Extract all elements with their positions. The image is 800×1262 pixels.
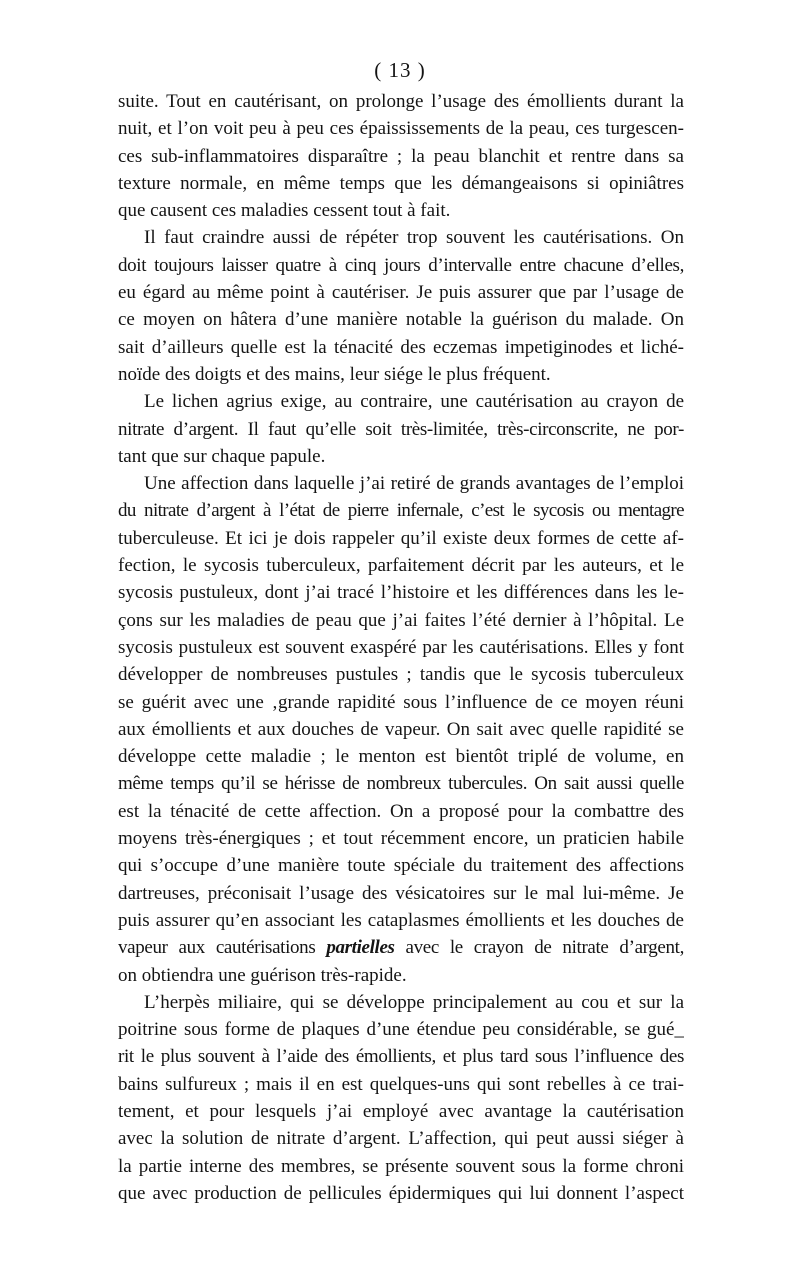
paragraph [118, 388, 684, 470]
text-line: développer de nombreuses pustules ; tandis que le sycosis tuberculeux [118, 664, 684, 686]
text-line: que causent ces maladies cessent tout à fait. [118, 200, 451, 222]
text-line: texture normale, en même temps que les démangeaisons si opiniâtres [118, 172, 684, 194]
text-line: nitrate d’argent. Il faut qu’elle soit très-limitée, très-circonscrite, ne por- [118, 418, 684, 440]
text-line: poitrine sous forme de plaques d’une étendue peu considérable, se gué_ [118, 1019, 684, 1041]
text-segment: vapeur aux cautérisations [118, 937, 327, 959]
emphasized-word: partielles [326, 937, 395, 959]
paragraph [118, 224, 684, 388]
text-line: tuberculeuse. Et ici je dois rappeler qu’il existe deux formes de cette af- [118, 527, 684, 549]
text-line: on obtiendra une guérison très-rapide. [118, 964, 407, 986]
paragraph [118, 88, 684, 224]
text-line: nuit, et l’on voit peu à peu ces épaississements de la peau, ces turgescen- [118, 118, 684, 140]
text-line: tement, et pour lesquels j’ai employé avec avantage la cautérisation [118, 1100, 684, 1122]
body-text [118, 88, 684, 1207]
text-line: la partie interne des membres, se présente souvent sous la forme chroni [118, 1155, 684, 1177]
text-line: est la ténacité de cette affection. On a proposé pour la combattre des [118, 800, 684, 822]
text-line: ce moyen on hâtera d’une manière notable la guérison du malade. On [118, 309, 684, 331]
text-line: fection, le sycosis tuberculeux, parfaitement décrit par les auteurs, et le [118, 555, 684, 577]
text-line: eu égard au même point à cautériser. Je puis assurer que par l’usage de [118, 282, 684, 304]
text-line: dartreuses, préconisait l’usage des vésicatoires sur le mal lui-même. Je [118, 882, 684, 904]
text-segment: avec le crayon de nitrate d’argent, [394, 937, 684, 959]
text-line: L’herpès miliaire, qui se développe principalement au cou et sur la [144, 991, 684, 1013]
text-line: noïde des doigts et des mains, leur siége le plus fréquent. [118, 363, 551, 385]
text-line: ces sub-inflammatoires disparaître ; la peau blanchit et rentre dans sa [118, 145, 684, 167]
text-line: développe cette maladie ; le menton est bientôt triplé de volume, en [118, 746, 684, 768]
text-line: Le lichen agrius exige, au contraire, une cautérisation au crayon de [144, 391, 684, 413]
text-line: rit le plus souvent à l’aide des émollients, et plus tard sous l’influence des [118, 1046, 684, 1068]
text-line: Une affection dans laquelle j’ai retiré de grands avantages de l’emploi [144, 473, 684, 495]
text-line: bains sulfureux ; mais il en est quelques-uns qui sont rebelles à ce trai- [118, 1073, 684, 1095]
text-line: Il faut craindre aussi de répéter trop souvent les cautérisations. On [144, 227, 684, 249]
text-line: tant que sur chaque papule. [118, 445, 326, 467]
text-line: sycosis pustuleux est souvent exaspéré par les cautérisations. Elles y font [118, 636, 684, 658]
text-line: sycosis pustuleux, dont j’ai tracé l’histoire et les différences dans les le- [118, 582, 684, 604]
text-line: même temps qu’il se hérisse de nombreux tubercules. On sait aussi quelle [118, 773, 684, 795]
text-line: avec la solution de nitrate d’argent. L’affection, qui peut aussi siéger à [118, 1128, 684, 1150]
text-line: sait d’ailleurs quelle est la ténacité des eczemas impetiginodes et liché- [118, 336, 684, 358]
text-line-with-emphasis [118, 934, 684, 961]
text-line: moyens très-énergiques ; et tout récemment encore, un praticien habile [118, 828, 684, 850]
text-line: se guérit avec une ‚grande rapidité sous l’influence de ce moyen réuni [118, 691, 684, 713]
text-line: aux émollients et aux douches de vapeur. On sait avec quelle rapidité se [118, 718, 684, 740]
page-number: ( 13 ) [374, 58, 426, 82]
text-line: que avec production de pellicules épidermiques qui lui donnent l’aspect [118, 1182, 684, 1204]
text-line: çons sur les maladies de peau que j’ai faites l’été dernier à l’hôpital. Le [118, 609, 684, 631]
text-line: puis assurer qu’en associant les cataplasmes émollients et les douches de [118, 909, 684, 931]
paragraph [118, 989, 684, 1207]
text-line: du nitrate d’argent à l’état de pierre infernale, c’est le sycosis ou mentagre [118, 500, 684, 522]
text-line: qui s’occupe d’une manière toute spéciale du traitement des affections [118, 855, 684, 877]
text-line: doit toujours laisser quatre à cinq jours d’intervalle entre chacune d’elles, [118, 254, 684, 276]
paragraph [118, 470, 684, 989]
text-line: suite. Tout en cautérisant, on prolonge l’usage des émollients durant la [118, 91, 684, 112]
